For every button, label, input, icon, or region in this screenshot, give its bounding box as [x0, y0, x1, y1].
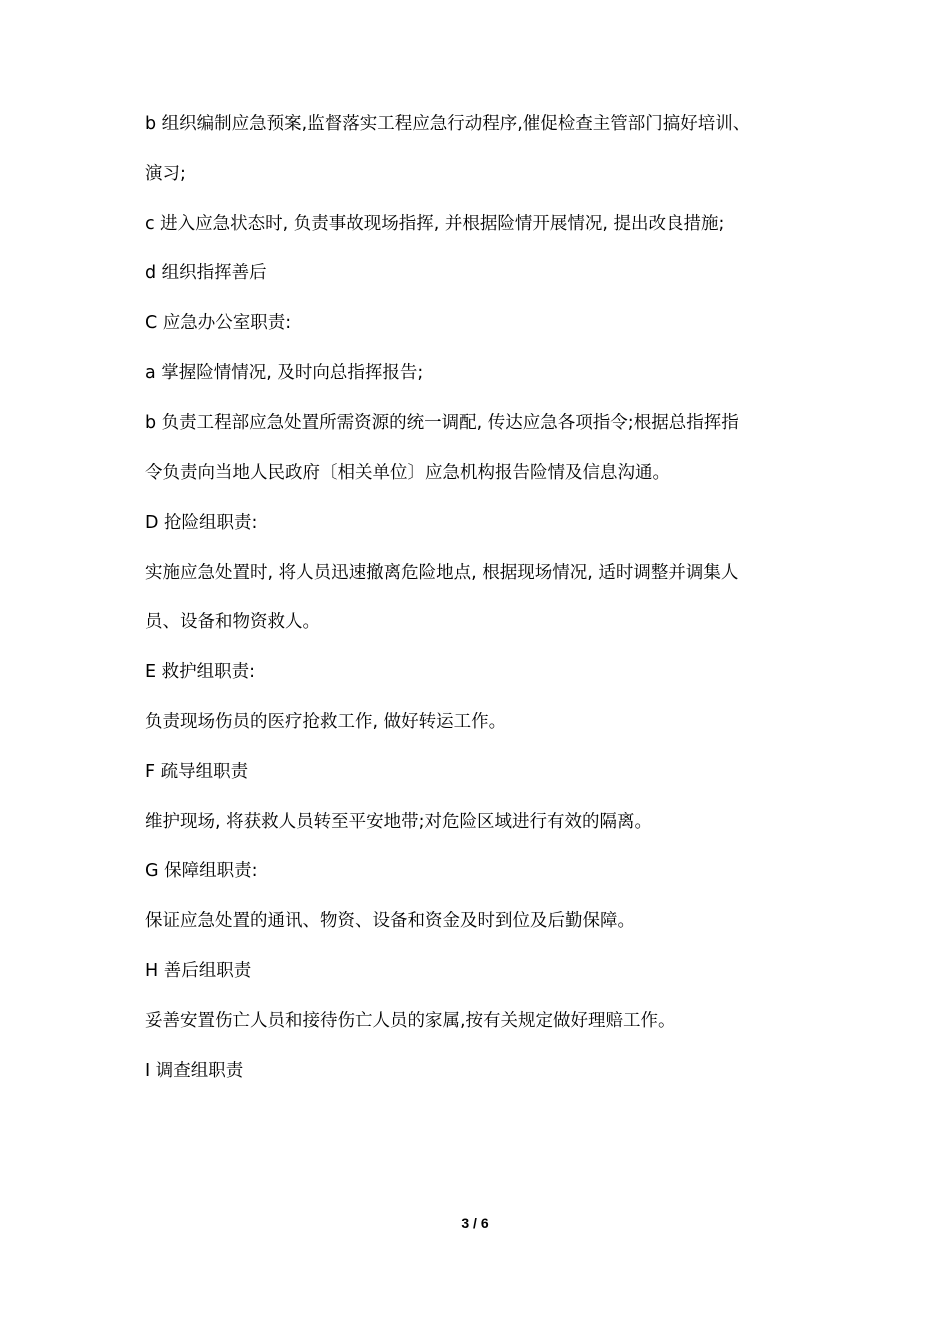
text-line: d 组织指挥善后: [145, 263, 267, 283]
text-line: 维护现场, 将获救人员转至平安地带;对危险区域进行有效的隔离。: [145, 812, 653, 832]
text-line: 员、设备和物资救人。: [145, 612, 320, 632]
page-number: 3 / 6: [461, 1215, 489, 1231]
section-heading: D 抢险组职责:: [145, 513, 258, 533]
section-heading: I 调查组职责: [145, 1061, 244, 1081]
text-line: 妥善安置伤亡人员和接待伤亡人员的家属,按有关规定做好理赔工作。: [145, 1011, 676, 1031]
section-heading: C 应急办公室职责:: [145, 313, 292, 333]
text-line: 实施应急处置时, 将人员迅速撤离危险地点, 根据现场情况, 适时调整并调集人: [145, 563, 739, 583]
text-line: 令负责向当地人民政府〔相关单位〕应急机构报告险情及信息沟通。: [145, 463, 670, 483]
section-heading: H 善后组职责: [145, 961, 252, 981]
text-line: 演习;: [145, 164, 186, 184]
text-line: b 负责工程部应急处置所需资源的统一调配, 传达应急各项指令;根据总指挥指: [145, 413, 739, 433]
text-line: b 组织编制应急预案,监督落实工程应急行动程序,催促检查主管部门搞好培训、: [145, 114, 751, 134]
text-line: c 进入应急状态时, 负责事故现场指挥, 并根据险情开展情况, 提出改良措施;: [145, 214, 725, 234]
text-line: 负责现场伤员的医疗抢救工作, 做好转运工作。: [145, 712, 507, 732]
text-line: a 掌握险情情况, 及时向总指挥报告;: [145, 363, 424, 383]
section-heading: F 疏导组职责: [145, 762, 249, 782]
section-heading: E 救护组职责:: [145, 662, 256, 682]
section-heading: G 保障组职责:: [145, 861, 258, 881]
text-line: 保证应急处置的通讯、物资、设备和资金及时到位及后勤保障。: [145, 911, 635, 931]
